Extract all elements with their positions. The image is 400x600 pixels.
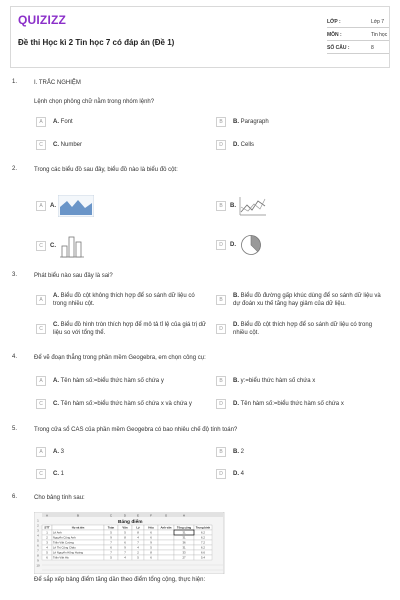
option-d[interactable]: D D. Tên hàm số:=biểu thức hàm số chứa x	[216, 399, 344, 409]
cell-value: 7	[110, 550, 112, 555]
question-text: Để vẽ đoạn thẳng trong phần mềm Geogebra, em chọn công cụ:	[34, 355, 206, 361]
header-label: Văn	[122, 525, 128, 530]
question-text: Lệnh chọn phông chữ nằm trong nhóm lệnh?	[34, 99, 155, 105]
cell-value: 8	[124, 535, 126, 540]
cell-value: 5	[110, 530, 112, 535]
cell-value: 8	[137, 530, 139, 535]
cell-value: 5	[46, 550, 48, 555]
header-label: STT	[44, 525, 50, 530]
cell-value: 7.2	[201, 540, 205, 545]
col-letter: H	[182, 513, 186, 518]
question-number: 6.	[12, 494, 18, 500]
cell-value: 5	[137, 555, 139, 560]
cell-value: 4	[137, 545, 139, 550]
col-letter: F	[150, 513, 152, 518]
option-d[interactable]: D D. 4	[216, 469, 244, 479]
row-number: 7	[37, 548, 39, 553]
cell-value: 6.2	[201, 530, 205, 535]
option-b[interactable]: B B. Biểu đồ đường gấp khúc dùng để so sánh dữ liệu và dự đoán xu thế tăng hay giảm của dữ liệu.	[216, 292, 388, 308]
cell-value: 6	[124, 540, 126, 545]
question-followup: Để sắp xếp bảng điểm tăng dần theo điểm tổng cộng, thực hiện:	[34, 577, 206, 583]
cell-value: 5	[124, 530, 126, 535]
question-number: 2.	[12, 166, 18, 172]
col-letter: C	[109, 513, 113, 518]
data-cell	[158, 555, 174, 560]
cell-value: 7	[110, 540, 112, 545]
question-text: Trong cửa sổ CAS của phần mềm Geogebra có bao nhiêu chế độ tính toán?	[34, 427, 238, 433]
question-text: Cho bảng tính sau:	[34, 495, 85, 501]
header-label: Toán	[107, 525, 115, 530]
worksheet-title: Đề thi Học kì 2 Tin học 7 có đáp án (Đề 1)	[18, 38, 175, 47]
spreadsheet-image	[34, 512, 274, 574]
sum-value: 36	[182, 540, 186, 545]
question-number: 4.	[12, 354, 18, 360]
row-number: 6	[37, 543, 39, 548]
sum-value: 31	[182, 545, 186, 550]
quizizz-logo: QUIZIZZ	[18, 13, 67, 27]
option-c[interactable]: C C. 1	[36, 469, 64, 479]
option-c[interactable]: C C.	[36, 234, 85, 258]
sum-value: 31	[182, 535, 186, 540]
cell-value: 6	[150, 555, 152, 560]
pie-chart-icon	[240, 234, 262, 256]
cell-value: 6.6	[201, 550, 205, 555]
sum-value: 27	[182, 555, 186, 560]
cell-value: Trần Việt Cường	[53, 540, 74, 545]
row-number: 2	[37, 523, 39, 528]
meta-question-count: SỐ CÂU : 8	[327, 41, 389, 54]
cell-value: 4	[46, 545, 48, 550]
option-a[interactable]: A A. Biểu đồ cột không thích hợp để so sánh dữ liệu có trong nhiều cột.	[36, 292, 208, 308]
question-number: 5.	[12, 426, 18, 432]
cell-value: Nguyễn Công Anh	[53, 535, 76, 540]
cell-value: 9	[110, 535, 112, 540]
header-label: Hóa	[148, 525, 154, 530]
meta-subject: MÔN : Tin học	[327, 28, 389, 41]
col-letter: A	[45, 513, 49, 518]
cell-value: Trần Việt Hà	[53, 555, 69, 560]
header-label: Lý	[136, 525, 140, 530]
worksheet-header	[10, 6, 390, 68]
option-a[interactable]: A A.	[36, 195, 94, 217]
cell-value: 9	[124, 545, 126, 550]
cell-value: 6	[110, 545, 112, 550]
section-title: I. TRẮC NGHIỆM	[34, 80, 81, 86]
cell-value: 7	[137, 540, 139, 545]
col-letter: G	[164, 513, 168, 518]
option-a[interactable]: A A. Tên hàm số:=biểu thức hàm số chứa y	[36, 376, 164, 386]
option-c[interactable]: C C. Tên hàm số:=biểu thức hàm số chứa x và chứa y	[36, 399, 192, 409]
worksheet-meta	[327, 15, 389, 54]
cell-value: 6	[46, 555, 48, 560]
col-letter: E	[136, 513, 140, 518]
col-letter: B	[76, 513, 80, 518]
row-number: 4	[37, 533, 39, 538]
option-b[interactable]: B B. Paragraph	[216, 117, 269, 127]
row-number: 5	[37, 538, 39, 543]
row-number: 8	[37, 553, 39, 558]
data-cell	[158, 530, 174, 535]
question-text: Trong các biểu đồ sau đây, biểu đồ nào là biểu đồ cột:	[34, 167, 178, 173]
column-chart-icon	[59, 234, 85, 258]
cell-value: 4	[137, 535, 139, 540]
meta-class: LỚP : Lớp 7	[327, 15, 389, 28]
option-b[interactable]: B B. 2	[216, 447, 244, 457]
row-number: 1	[37, 518, 39, 523]
cell-value: 3	[46, 540, 48, 545]
question-text: Phát biểu nào sau đây là sai?	[34, 273, 113, 279]
data-cell	[158, 540, 174, 545]
header-label: Tổng cộng	[176, 525, 192, 530]
cell-value: 1	[46, 530, 48, 535]
cell-value: Lê Nguyễn Hồng Hoàng	[53, 550, 84, 555]
cell-value: 4	[124, 555, 126, 560]
data-cell	[158, 545, 174, 550]
cell-value: 6	[150, 530, 152, 535]
option-b[interactable]: B B. y:=biểu thức hàm số chứa x	[216, 376, 315, 386]
header-label: Anh văn	[160, 525, 172, 530]
cell-value: Lê Thị Công Châu	[53, 545, 76, 550]
col-letter-bar	[42, 513, 223, 517]
question-number: 3.	[12, 272, 18, 278]
data-cell	[158, 550, 174, 555]
header-label: Trung bình	[195, 525, 211, 530]
cell-value: 6	[150, 535, 152, 540]
cell-value: 6.2	[201, 545, 205, 550]
option-c[interactable]: C C. Number	[36, 140, 82, 150]
option-a[interactable]: A A. Font	[36, 117, 73, 127]
line-chart-icon	[239, 195, 267, 217]
data-cell	[158, 535, 174, 540]
option-d[interactable]: D D. Biểu đồ cột thích hợp để so sánh dữ liệu có trong nhiều cột.	[216, 321, 388, 337]
cell-value: 8	[150, 550, 152, 555]
cell-value: 2	[137, 550, 139, 555]
option-b[interactable]: B B.	[216, 195, 267, 217]
area-chart-icon	[58, 195, 94, 217]
row-number: 3	[37, 528, 39, 533]
cell-value: 5.4	[201, 555, 205, 560]
cell-value: 6.2	[201, 535, 205, 540]
cell-value: 2	[46, 535, 48, 540]
cell-value: 5	[110, 555, 112, 560]
option-c[interactable]: C C. Biểu đồ hình tròn thích hợp để mô tả tỉ lệ của giá trị dữ liệu so với tổng thể.	[36, 321, 208, 337]
cell-value: 7	[124, 550, 126, 555]
sum-value: 33	[182, 550, 186, 555]
option-a[interactable]: A A. 3	[36, 447, 64, 457]
cell-value: 5	[150, 545, 152, 550]
header-label: Họ và tên	[71, 525, 85, 530]
row-number: 9	[37, 558, 39, 563]
sheet-title: Bảng điểm	[118, 520, 143, 525]
cell-value: 9	[150, 540, 152, 545]
option-d[interactable]: D D. Cells	[216, 140, 254, 150]
question-number: 1.	[12, 79, 18, 85]
cell-value: Lê Anh	[53, 530, 62, 535]
col-letter: D	[123, 513, 127, 518]
sum-value: 31	[182, 530, 186, 535]
row-number: 10	[36, 563, 40, 568]
option-d[interactable]: D D.	[216, 234, 262, 256]
